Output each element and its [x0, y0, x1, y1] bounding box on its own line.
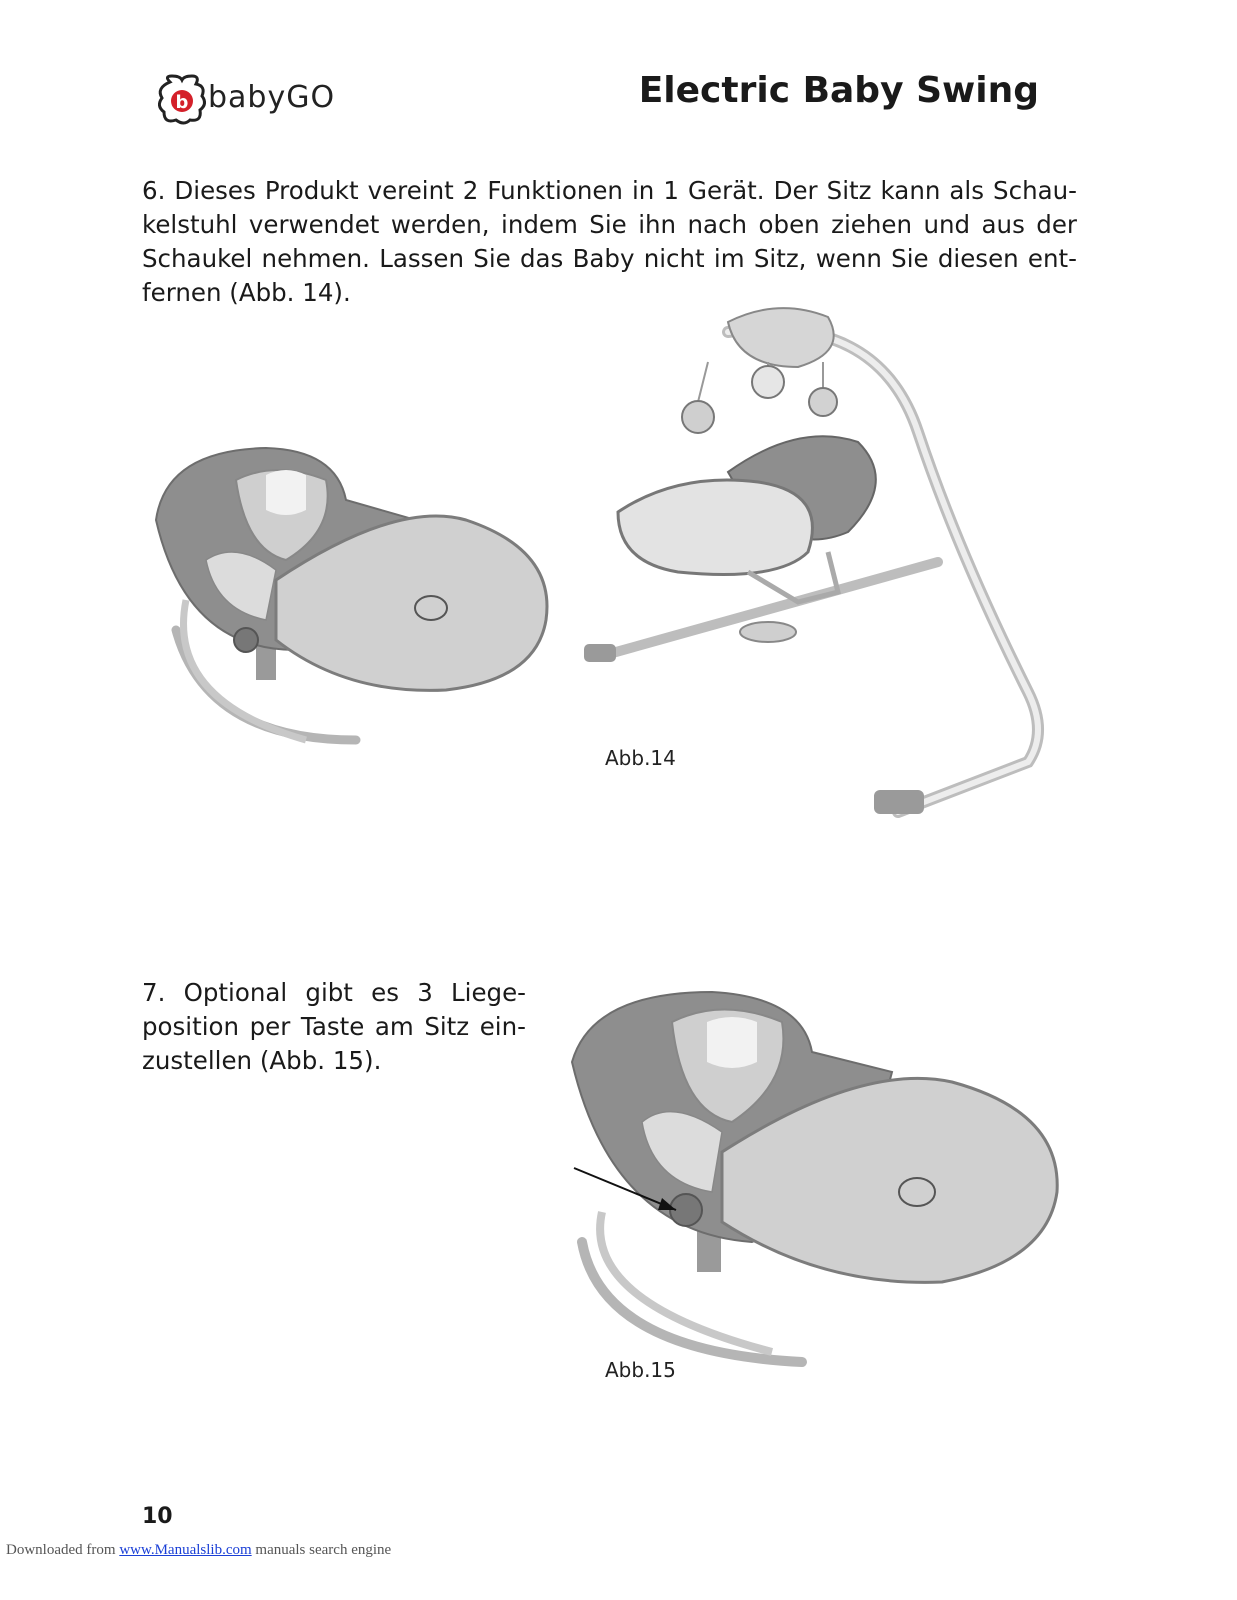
footer-suffix: manuals search engine — [251, 1542, 392, 1558]
download-footer — [6, 1542, 391, 1559]
page-title: Electric Baby Swing — [638, 70, 1039, 111]
footer-prefix: Downloaded from — [6, 1542, 120, 1558]
bouncer-seat-recline-illustration — [562, 982, 1062, 1367]
svg-text:b: b — [175, 92, 189, 113]
bouncer-seat-illustration — [146, 440, 556, 750]
figure-caption-15: Abb.15 — [605, 1358, 676, 1382]
manualslib-link[interactable]: www.Manualslib.com — [119, 1542, 252, 1558]
instruction-step-6: 6. Dieses Produkt vereint 2 Funktionen in 1 Gerät. Der Sitz kann als Schaukelstuhl verwendet werden, indem Sie ihn nach oben ziehen und aus der Schaukel nehmen. Lassen Sie das Baby nicht im Sitz, wenn Sie diesen entfernen (Abb. 14). — [142, 176, 1077, 307]
brand-name: babyGO — [208, 80, 336, 115]
figure-caption-14: Abb.14 — [605, 746, 676, 770]
page-number: 10 — [142, 1504, 173, 1529]
instruction-step-7: 7. Optional gibt es 3 Liegeposition per Taste am Sitz einzustellen (Abb. 15). — [142, 978, 526, 1075]
